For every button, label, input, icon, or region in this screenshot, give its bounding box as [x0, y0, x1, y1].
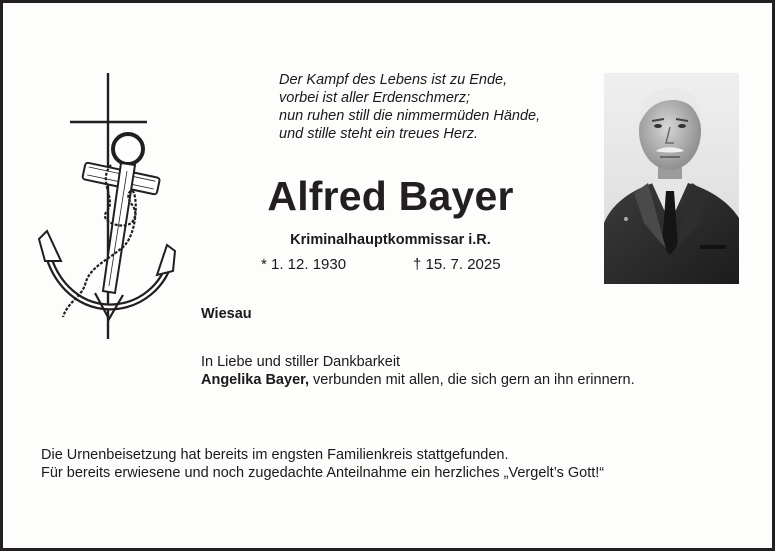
funeral-note-line: Die Urnenbeisetzung hat bereits im engsten Familienkreis stattgefunden.	[41, 447, 509, 463]
place-name: Wiesau	[201, 306, 252, 322]
death-date: † 15. 7. 2025	[413, 256, 501, 273]
poem-line: Der Kampf des Lebens ist zu Ende,	[279, 72, 508, 88]
cross-anchor-icon	[37, 71, 177, 343]
thanks-line: In Liebe und stiller Dankbarkeit	[201, 354, 401, 370]
mourners-block	[201, 353, 635, 389]
memorial-poem	[279, 71, 540, 143]
birth-date: * 1. 12. 1930	[261, 256, 347, 273]
poem-line: und stille steht ein treues Herz.	[279, 126, 479, 142]
poem-line: vorbei ist aller Erdenschmerz;	[279, 90, 470, 106]
funeral-note-line: Für bereits erwiesene und noch zugedachte Anteilnahme ein herzliches „Vergelt’s Gott!“	[41, 465, 605, 481]
funeral-note	[41, 446, 604, 482]
mourners-text: verbunden mit allen, die sich gern an ihn erinnern.	[309, 372, 635, 388]
poem-line: nun ruhen still die nimmermüden Hände,	[279, 108, 541, 124]
deceased-name: Alfred Bayer	[267, 173, 514, 219]
portrait-photo	[604, 73, 739, 284]
mourners-line	[201, 371, 635, 389]
mourner-name: Angelika Bayer,	[201, 372, 309, 388]
deceased-title: Kriminalhauptkommissar i.R.	[290, 232, 491, 248]
